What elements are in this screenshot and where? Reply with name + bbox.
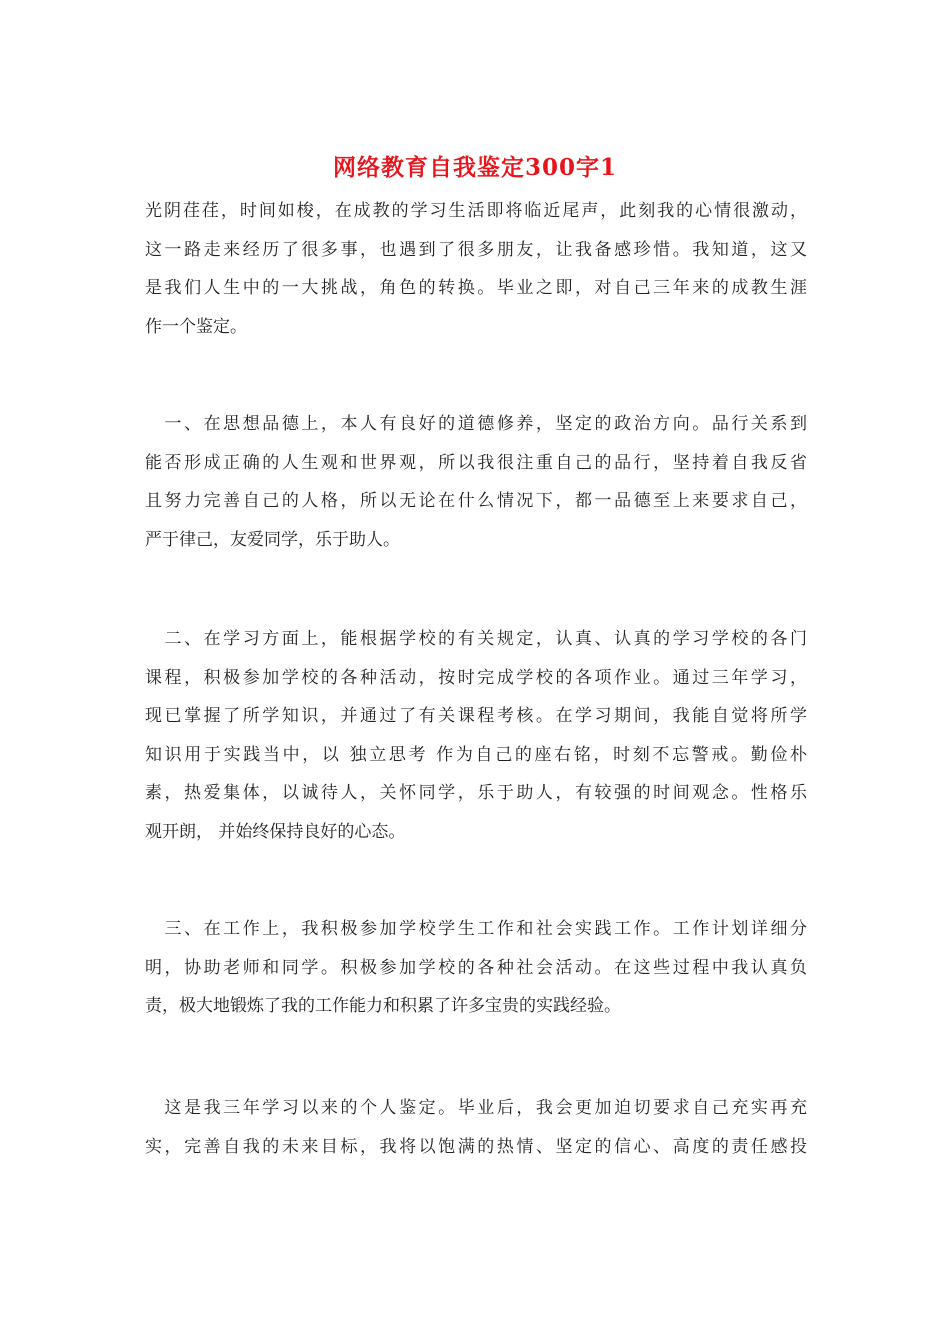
text-line: 且努力完善自己的人格，所以无论在什么情况下，都一品德至上来要求自己， bbox=[145, 491, 807, 511]
text-line: 课程，积极参加学校的各种活动，按时完成学校的各项作业。通过三年学习， bbox=[145, 667, 807, 688]
paragraph-study bbox=[145, 620, 807, 851]
paragraph-intro bbox=[145, 192, 807, 346]
document-title: 网络教育自我鉴定300字1 bbox=[332, 154, 617, 181]
text-line: 光阴荏荏，时间如梭，在成教的学习生活即将临近尾声，此刻我的心情很激动， bbox=[145, 201, 807, 221]
text-line: 责，极大地锻炼了我的工作能力和积累了许多宝贵的实践经验。 bbox=[145, 996, 621, 1016]
paragraph-summary bbox=[145, 1089, 807, 1166]
text-line: 作一个鉴定。 bbox=[145, 316, 247, 337]
text-line: 二、在学习方面上，能根据学校的有关规定，认真、认真的学习学校的各门 bbox=[145, 629, 807, 649]
text-line: 这是我三年学习以来的个人鉴定。毕业后，我会更加迫切要求自己充实再充 bbox=[145, 1098, 807, 1118]
text-line: 这一路走来经历了很多事，也遇到了很多朋友，让我备感珍惜。我知道，这又 bbox=[145, 239, 807, 260]
text-line: 严于律己，友爱同学，乐于助人。 bbox=[145, 529, 400, 550]
text-line: 是我们人生中的一大挑战，角色的转换。毕业之即，对自己三年来的成教生涯 bbox=[145, 278, 807, 298]
paragraph-moral bbox=[145, 405, 807, 559]
text-line: 观开朗， 并始终保持良好的心态。 bbox=[145, 821, 406, 842]
text-line: 实，完善自我的未来目标，我将以饱满的热情、坚定的信心、高度的责任感投 bbox=[145, 1136, 807, 1157]
text-line: 素，热爱集体，以诚待人，关怀同学，乐于助人，有较强的时间观念。性格乐 bbox=[145, 783, 807, 803]
text-line: 明，协助老师和同学。积极参加学校的各种社会活动。在这些过程中我认真负 bbox=[145, 957, 807, 978]
text-line: 能否形成正确的人生观和世界观，所以我很注重自己的品行，坚持着自我反省 bbox=[145, 452, 807, 473]
text-line: 三、在工作上，我积极参加学校学生工作和社会实践工作。工作计划详细分 bbox=[145, 919, 807, 939]
text-line: 一、在思想品德上，本人有良好的道德修养，坚定的政治方向。品行关系到 bbox=[145, 414, 807, 434]
text-line: 知识用于实践当中，以 独立思考 作为自己的座右铭，时刻不忘警戒。勤俭朴 bbox=[145, 744, 807, 765]
text-line: 现已掌握了所学知识，并通过了有关课程考核。在学习期间，我能自觉将所学 bbox=[145, 706, 807, 726]
paragraph-work bbox=[145, 910, 807, 1026]
